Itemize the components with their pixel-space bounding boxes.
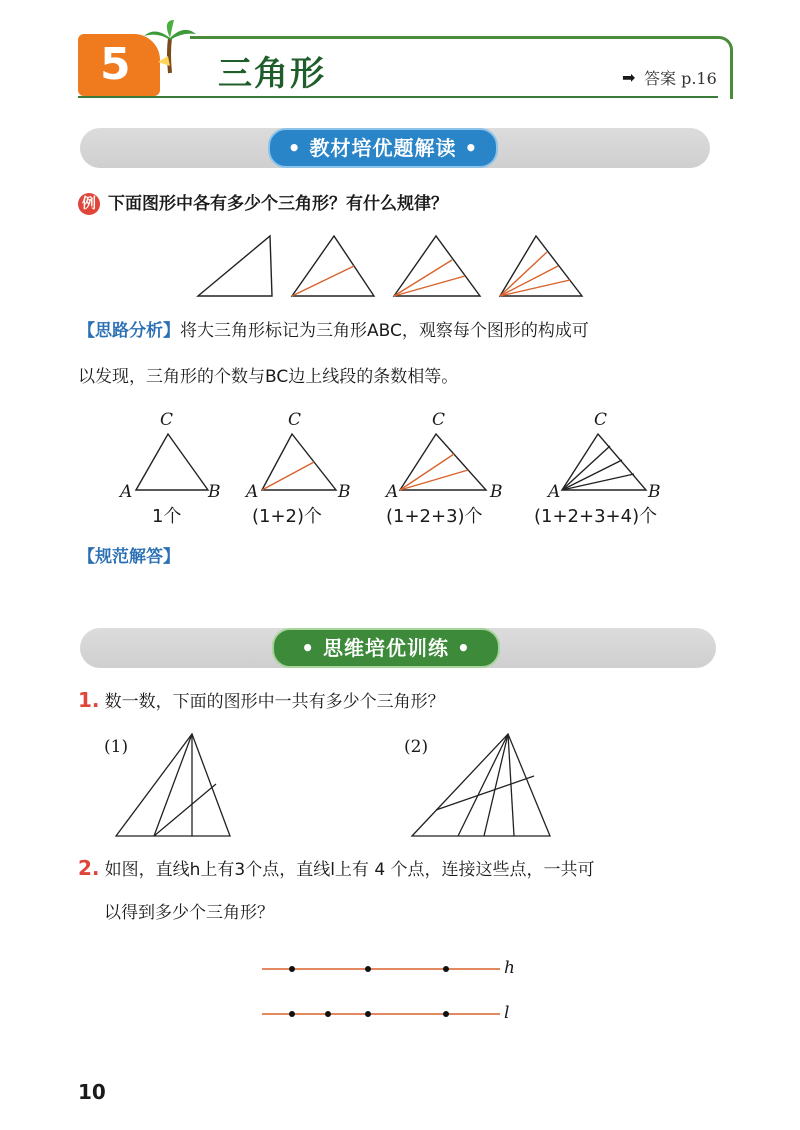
example-triangle-4 — [500, 236, 582, 296]
labeled-triangle-4 — [562, 434, 646, 490]
example-triangle-1 — [198, 236, 272, 296]
vertex-label-b: B — [648, 482, 661, 502]
point-l-4 — [443, 1011, 449, 1017]
chapter-number-badge: 5 — [78, 34, 160, 96]
count-label-1: 1个 — [152, 506, 182, 527]
section-banner-textbook: • 教材培优题解读 • — [268, 128, 498, 168]
labeled-triangle-2 — [262, 434, 336, 490]
analysis-label: 【思路分析】 — [78, 321, 180, 341]
point-h-3 — [443, 966, 449, 972]
arrow-right-icon: ➡ — [622, 68, 636, 87]
question-1-figure-2 — [412, 734, 550, 836]
question-1-figure-1 — [116, 734, 230, 836]
labeled-triangle-3 — [400, 434, 486, 490]
header-underline — [78, 96, 718, 98]
example-question: 下面图形中各有多少个三角形？有什么规律？ — [108, 194, 448, 214]
palm-tree-icon — [140, 18, 200, 78]
question-1-figures — [110, 728, 570, 842]
point-h-2 — [365, 966, 371, 972]
analysis-line-2: 以发现，三角形的个数与BC边上线段的条数相等。 — [78, 367, 459, 387]
vertex-label-a: A — [386, 482, 399, 502]
analysis-line-1 — [78, 318, 589, 344]
chapter-title: 三角形 — [218, 54, 326, 94]
vertex-label-c: C — [594, 410, 608, 430]
vertex-label-b: B — [208, 482, 221, 502]
answer-reference: 答案 p.16 — [644, 69, 717, 88]
labeled-triangle-1 — [136, 434, 208, 490]
section-banner-title: 思维培优训练 — [323, 636, 449, 660]
count-label-3: (1+2+3)个 — [386, 506, 483, 527]
answer-label: 【规范解答】 — [78, 547, 180, 567]
vertex-label-a: A — [120, 482, 133, 502]
example-triangles — [190, 232, 600, 302]
section-banner-title: 教材培优题解读 — [309, 136, 457, 160]
vertex-label-c: C — [432, 410, 446, 430]
point-l-2 — [325, 1011, 331, 1017]
vertex-label-a: A — [246, 482, 259, 502]
example-triangle-2 — [292, 236, 374, 296]
example-badge: 例 — [78, 193, 100, 215]
count-label-4: (1+2+3+4)个 — [534, 506, 658, 527]
point-l-3 — [365, 1011, 371, 1017]
count-label-2: (1+2)个 — [252, 506, 323, 527]
parallel-lines-figure — [258, 956, 518, 1026]
question-1-text: 数一数，下面的图形中一共有多少个三角形？ — [104, 692, 445, 712]
point-l-1 — [289, 1011, 295, 1017]
question-2-text-2: 以得到多少个三角形？ — [104, 903, 274, 923]
vertex-label-a: A — [548, 482, 561, 502]
question-2-text-1: 如图，直线h上有3个点，直线l上有 4 个点，连接这些点，一共可 — [104, 860, 595, 880]
section-banner-training: • 思维培优训练 • — [272, 628, 500, 668]
analysis-text-1: 将大三角形标记为三角形ABC，观察每个图形的构成可 — [180, 321, 589, 341]
line-l-label: l — [504, 1003, 510, 1023]
vertex-label-b: B — [490, 482, 503, 502]
vertex-label-c: C — [288, 410, 302, 430]
question-1 — [78, 688, 445, 715]
vertex-label-b: B — [338, 482, 351, 502]
vertex-label-c: C — [160, 410, 174, 430]
question-1-number: 1. — [78, 688, 100, 712]
question-1-sub-2: (2) — [404, 737, 429, 757]
line-h-label: h — [504, 958, 515, 978]
question-2 — [78, 856, 595, 883]
example-triangle-3 — [394, 236, 480, 296]
point-h-1 — [289, 966, 295, 972]
page-number: 10 — [78, 1080, 106, 1104]
question-1-sub-1: (1) — [104, 737, 129, 757]
question-2-number: 2. — [78, 856, 100, 880]
